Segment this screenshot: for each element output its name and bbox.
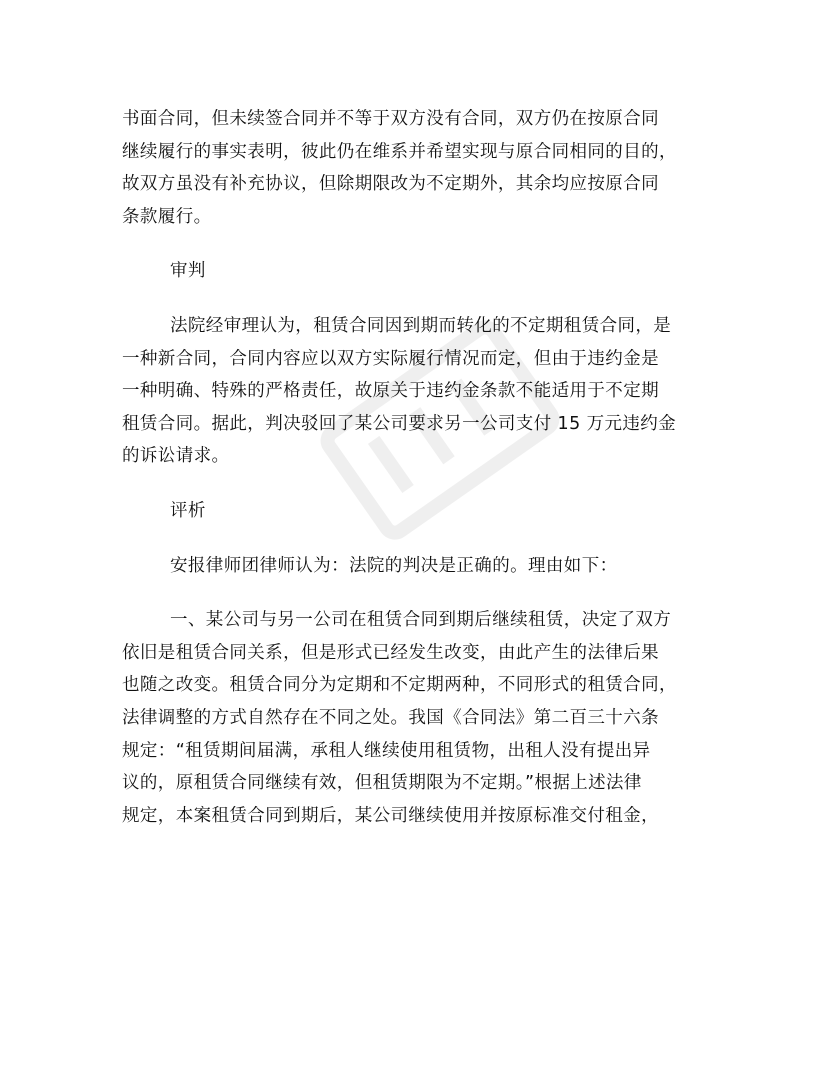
text-line: 继续履行的事实表明，彼此仍在维系并希望实现与原合同相同的目的， <box>122 141 677 162</box>
text-line: 故双方虽没有补充协议，但除期限改为不定期外，其余均应按原合同 <box>122 174 659 195</box>
text-line: 审判 <box>170 261 206 282</box>
text-line: 一种新合同，合同内容应以双方实际履行情况而定，但由于违约金是 <box>122 348 659 369</box>
text-line: 依旧是租赁合同关系，但是形式已经发生改变，由此产生的法律后果 <box>122 642 659 663</box>
paragraph <box>122 310 722 473</box>
text-line: 条款履行。 <box>122 206 212 227</box>
text-line: 书面合同，但未续签合同并不等于双方没有合同，双方仍在按原合同 <box>122 109 659 129</box>
text-line: 规定，本案租赁合同到期后，某公司继续使用并按原标准交付租金， <box>122 805 659 826</box>
text-line: 议的，原租赁合同继续有效，但租赁期限为不定期。”根据上述法律 <box>122 773 642 794</box>
paragraph <box>122 255 722 288</box>
text-line: 一、某公司与另一公司在租赁合同到期后继续租赁，决定了双方 <box>170 610 672 631</box>
text-line: 法院经审理认为，租赁合同因到期而转化的不定期租赁合同，是 <box>170 315 672 336</box>
paragraph <box>122 103 722 233</box>
document-body <box>122 103 722 854</box>
paragraph <box>122 604 722 832</box>
text-line: 评析 <box>170 500 206 521</box>
text-line: 租赁合同。据此，判决驳回了某公司要求另一公司支付 15 万元违约金 <box>122 413 677 434</box>
paragraph <box>122 495 722 528</box>
text-line: 规定：“租赁期间届满，承租人继续使用租赁物，出租人没有提出异 <box>122 740 651 761</box>
text-line: 一种明确、特殊的严格责任，故原关于违约金条款不能适用于不定期 <box>122 381 659 402</box>
text-line: 的诉讼请求。 <box>122 446 230 467</box>
text-line: 安报律师团律师认为：法院的判决是正确的。理由如下： <box>170 555 618 576</box>
text-line: 法律调整的方式自然存在不同之处。我国《合同法》第二百三十六条 <box>122 707 659 728</box>
paragraph <box>122 550 722 583</box>
text-line: 也随之改变。租赁合同分为定期和不定期两种，不同形式的租赁合同， <box>122 675 677 696</box>
